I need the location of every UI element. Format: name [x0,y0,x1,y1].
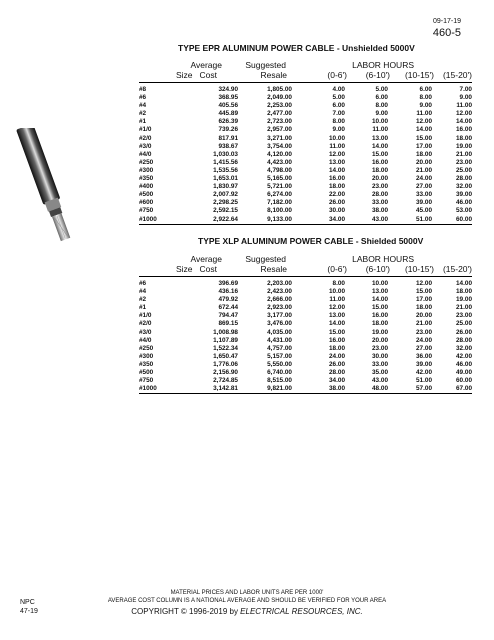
table-cell: 51.00 [416,215,432,223]
table-cell: 49.00 [456,369,472,377]
table-cell: 33.00 [372,360,388,368]
table-cell: 1,107.89 [213,336,238,344]
table-cell: 20.00 [416,158,432,166]
table-cell: 2,203.00 [267,280,292,287]
cell-size: #2 [139,296,147,304]
cell-size: #750 [139,377,154,385]
cell-size: #2 [139,110,147,118]
table-cell: 8.00 [332,118,345,126]
table-cell: 7.00 [459,86,472,93]
table-cell: 19.00 [456,296,472,304]
table-cell: 5,721.00 [267,183,292,191]
table-cell: 1,535.56 [213,166,238,174]
table-cell: 28.00 [456,175,472,183]
table-cell: 1,522.34 [213,344,238,352]
table-cell: 6,740.00 [267,369,292,377]
header-labor-hours: LABOR HOURS [352,254,414,264]
table-cell: 2,723.00 [267,118,292,126]
table-cell: 938.67 [218,142,238,150]
table-cell: 11.00 [416,110,432,118]
cell-size: #3/0 [139,142,152,150]
table-cell: 60.00 [456,377,472,385]
table-cell: 60.00 [456,215,472,223]
table-cell: 24.00 [416,175,432,183]
table-cell: 38.00 [329,385,345,393]
table-cell: 2,666.00 [267,296,292,304]
table-row [139,151,472,159]
header-hours-6-10: (6-10') [365,70,390,80]
npc-label: NPC [20,599,35,606]
header-resale: Resale [260,70,287,80]
table-cell: 51.00 [416,377,432,385]
cell-size: #2/0 [139,320,152,328]
table-cell: 15.00 [372,150,388,158]
table-cell: 3,754.00 [267,142,292,150]
table-row [139,102,472,110]
cell-size: #1000 [139,215,157,223]
table-cell: 16.00 [372,158,388,166]
footer-rule [139,393,472,394]
table-cell: 30.00 [329,207,345,215]
table-cell: 479.92 [218,296,238,304]
table-row [139,199,472,207]
header-hours-10-15: (10-15') [404,264,434,274]
table-cell: 16.00 [329,175,345,183]
table-cell: 5,165.00 [267,175,292,183]
table-cell: 5.00 [375,86,388,93]
table-cell: 24.00 [416,336,432,344]
header-hours-15-20: (15-20') [442,70,472,80]
table-cell: 20.00 [372,175,388,183]
table-cell: 28.00 [456,336,472,344]
table-cell: 16.00 [372,312,388,320]
table-cell: 6.00 [332,102,345,110]
table-cell: 324.90 [218,86,238,93]
header-suggested: Suggested [245,254,286,264]
table-cell: 22.00 [329,191,345,199]
table-body [139,83,472,224]
table-cell: 39.00 [416,360,432,368]
table-cell: 3,271.00 [267,134,292,142]
table-cell: 39.00 [456,191,472,199]
table-row [139,86,472,94]
table-cell: 42.00 [416,369,432,377]
section-title-xlp: TYPE XLP ALUMINUM POWER CABLE - Shielded 5000V [198,236,424,246]
table-cell: 9.00 [459,94,472,102]
table-cell: 18.00 [456,134,472,142]
table-cell: 18.00 [329,344,345,352]
table-cell: 12.00 [416,280,432,287]
table-cell: 405.56 [218,102,238,110]
table-row [139,110,472,118]
table-cell: 4.00 [332,86,345,93]
table-cell: 10.00 [329,288,345,296]
cell-size: #8 [139,86,147,93]
table-cell: 23.00 [456,158,472,166]
table-cell: 15.00 [372,304,388,312]
table-cell: 14.00 [456,280,472,287]
page-label-left [20,598,38,616]
cell-size: #250 [139,158,154,166]
cell-size: #500 [139,191,154,199]
table-cell: 46.00 [456,199,472,207]
table-cell: 1,653.01 [213,175,238,183]
table-cell: 26.00 [329,199,345,207]
table-cell: 39.00 [416,199,432,207]
table-cell: 3,476.00 [267,320,292,328]
table-row [139,385,472,393]
cell-size: #3/0 [139,328,152,336]
cell-size: #1/0 [139,312,152,320]
table-row [139,337,472,345]
cell-size: #300 [139,352,154,360]
table-cell: 11.00 [329,296,345,304]
table-cell: 739.26 [218,126,238,134]
copyright-prefix: COPYRIGHT © 1996-2019 by [131,607,241,616]
table-cell: 12.00 [456,110,472,118]
table-row [139,143,472,151]
header-size: Size [176,70,193,80]
table-cell: 10.00 [372,280,388,287]
table-cell: 13.00 [372,288,388,296]
table-cell: 2,957.00 [267,126,292,134]
table-row [139,207,472,215]
table-cell: 43.00 [372,215,388,223]
table-row [139,126,472,134]
table-cell: 34.00 [329,215,345,223]
table-cell: 8.00 [375,102,388,110]
table-cell: 2,724.85 [213,377,238,385]
table-cell: 2,423.00 [267,288,292,296]
table-cell: 21.00 [456,304,472,312]
table-cell: 1,830.97 [213,183,238,191]
table-cell: 18.00 [329,183,345,191]
cell-size: #750 [139,207,154,215]
table-header [139,254,472,276]
table-cell: 13.00 [329,158,345,166]
table-cell: 9.00 [332,126,345,134]
header-average: Average [190,254,222,264]
table-cell: 2,156.90 [213,369,238,377]
table-cell: 12.00 [329,304,345,312]
table-cell: 15.00 [416,134,432,142]
table-cell: 4,431.00 [267,336,292,344]
table-cell: 16.00 [329,336,345,344]
table-cell: 33.00 [416,191,432,199]
copyright-company: ELECTRICAL RESOURCES, INC. [240,607,363,616]
table-cell: 25.00 [456,320,472,328]
table-cell: 32.00 [456,183,472,191]
table-row [139,369,472,377]
table-cell: 9.00 [419,102,432,110]
footer-note-average: AVERAGE COST COLUMN IS A NATIONAL AVERAGE AND SHOULD BE VERIFIED FOR YOUR AREA [107,598,387,604]
cell-size: #4/0 [139,150,152,158]
table-cell: 4,798.00 [267,166,292,174]
table-cell: 25.00 [456,166,472,174]
table-cell: 4,120.00 [267,150,292,158]
table-body [139,277,472,393]
table-cell: 57.00 [416,385,432,393]
table-cell: 16.00 [456,126,472,134]
table-row [139,345,472,353]
table-cell: 8,515.00 [267,377,292,385]
table-cell: 1,776.06 [213,360,238,368]
cell-size: #6 [139,94,147,102]
table-cell: 1,030.03 [213,150,238,158]
cell-size: #4 [139,102,147,110]
table-row [139,175,472,183]
table-cell: 8.00 [332,280,345,287]
table-cell: 436.16 [218,288,238,296]
header-labor-hours: LABOR HOURS [352,60,414,70]
header-cost: Cost [199,264,217,274]
table-cell: 14.00 [372,142,388,150]
table-row [139,191,472,199]
footer-rule [139,224,472,225]
table-cell: 2,253.00 [267,102,292,110]
table-cell: 3,142.81 [213,385,238,393]
table-cell: 34.00 [329,377,345,385]
table-cell: 27.00 [416,344,432,352]
table-cell: 11.00 [456,102,472,110]
table-cell: 817.91 [218,134,238,142]
table-cell: 21.00 [416,166,432,174]
table-cell: 9,133.00 [267,215,292,223]
table-epr [139,60,472,225]
header-hours-10-15: (10-15') [404,70,434,80]
table-cell: 36.00 [416,352,432,360]
table-row [139,329,472,337]
table-row [139,94,472,102]
header-cost: Cost [199,70,217,80]
table-header [139,60,472,82]
table-cell: 15.00 [329,328,345,336]
cell-size: #600 [139,199,154,207]
cell-size: #4 [139,288,147,296]
table-row [139,377,472,385]
table-cell: 11.00 [372,126,388,134]
cell-size: #6 [139,280,147,287]
table-cell: 5.00 [332,94,345,102]
table-cell: 6.00 [419,86,432,93]
table-cell: 18.00 [372,166,388,174]
table-cell: 626.39 [218,118,238,126]
table-cell: 30.00 [372,352,388,360]
table-cell: 5,550.00 [267,360,292,368]
header-suggested: Suggested [245,60,286,70]
table-cell: 2,007.92 [213,191,238,199]
table-cell: 53.00 [456,207,472,215]
table-cell: 6.00 [375,94,388,102]
header-resale: Resale [260,264,287,274]
table-cell: 672.44 [218,304,238,312]
table-cell: 368.95 [218,94,238,102]
table-cell: 48.00 [372,385,388,393]
cell-size: #250 [139,344,154,352]
header-average: Average [190,60,222,70]
table-cell: 35.00 [372,369,388,377]
table-cell: 2,922.64 [213,215,238,223]
table-cell: 10.00 [372,118,388,126]
table-row [139,288,472,296]
table-cell: 13.00 [372,134,388,142]
table-cell: 67.00 [456,385,472,393]
table-cell: 28.00 [329,369,345,377]
table-cell: 23.00 [372,344,388,352]
table-row [139,159,472,167]
table-cell: 23.00 [456,312,472,320]
table-row [139,312,472,320]
table-cell: 5,157.00 [267,352,292,360]
table-row [139,304,472,312]
table-cell: 12.00 [416,118,432,126]
table-cell: 396.69 [218,280,238,287]
table-cell: 20.00 [372,336,388,344]
table-cell: 43.00 [372,377,388,385]
table-cell: 2,592.15 [213,207,238,215]
table-cell: 4,035.00 [267,328,292,336]
table-row [139,280,472,288]
page-date: 09-17-19 [432,18,461,25]
table-cell: 1,008.98 [213,328,238,336]
table-cell: 794.47 [218,312,238,320]
table-cell: 1,805.00 [267,86,292,93]
table-cell: 2,298.25 [213,199,238,207]
table-row [139,296,472,304]
table-cell: 9,821.00 [267,385,292,393]
table-cell: 2,923.00 [267,304,292,312]
table-cell: 20.00 [416,312,432,320]
table-cell: 1,415.56 [213,158,238,166]
page-number: 460-5 [432,27,461,39]
table-row [139,135,472,143]
cable-illustration [14,128,84,248]
table-cell: 6,274.00 [267,191,292,199]
header-hours-0-6: (0-6') [327,264,347,274]
cell-size: #4/0 [139,336,152,344]
table-row [139,167,472,175]
table-cell: 7,182.00 [267,199,292,207]
table-cell: 21.00 [416,320,432,328]
table-cell: 27.00 [416,183,432,191]
table-cell: 26.00 [329,360,345,368]
section-title-epr: TYPE EPR ALUMINUM POWER CABLE - Unshielded 5000V [178,43,415,53]
cell-size: #350 [139,175,154,183]
table-cell: 14.00 [456,118,472,126]
table-row [139,216,472,224]
cell-size: #1000 [139,385,157,393]
table-cell: 24.00 [329,352,345,360]
table-cell: 15.00 [416,288,432,296]
table-cell: 4,423.00 [267,158,292,166]
cell-size: #2/0 [139,134,152,142]
cell-size: #350 [139,360,154,368]
table-cell: 19.00 [372,328,388,336]
table-cell: 869.15 [218,320,238,328]
table-cell: 38.00 [372,207,388,215]
table-cell: 21.00 [456,150,472,158]
table-cell: 9.00 [375,110,388,118]
table-cell: 7.00 [332,110,345,118]
cell-size: #1/0 [139,126,152,134]
table-cell: 23.00 [372,183,388,191]
table-cell: 18.00 [416,150,432,158]
header-size: Size [176,264,193,274]
header-hours-6-10: (6-10') [365,264,390,274]
cell-size: #1 [139,304,147,312]
table-cell: 26.00 [456,328,472,336]
table-cell: 19.00 [456,142,472,150]
table-xlp [139,254,472,394]
table-cell: 42.00 [456,352,472,360]
cell-size: #500 [139,369,154,377]
table-cell: 45.00 [416,207,432,215]
table-row [139,118,472,126]
table-cell: 11.00 [329,142,345,150]
table-cell: 18.00 [416,304,432,312]
table-cell: 17.00 [416,142,432,150]
table-cell: 28.00 [372,191,388,199]
table-cell: 4,757.00 [267,344,292,352]
page-number-left: 47-19 [20,608,38,615]
table-cell: 17.00 [416,296,432,304]
cell-size: #400 [139,183,154,191]
table-row [139,320,472,328]
header-hours-15-20: (15-20') [442,264,472,274]
footer-note-units: MATERIAL PRICES AND LABOR UNITS ARE PER 1000' [170,590,324,596]
table-cell: 3,177.00 [267,312,292,320]
table-row [139,361,472,369]
table-cell: 12.00 [329,150,345,158]
table-cell: 14.00 [329,166,345,174]
cell-size: #1 [139,118,147,126]
table-cell: 46.00 [456,360,472,368]
table-cell: 23.00 [416,328,432,336]
table-cell: 33.00 [372,199,388,207]
table-cell: 10.00 [329,134,345,142]
table-row [139,183,472,191]
table-cell: 2,049.00 [267,94,292,102]
table-cell: 2,477.00 [267,110,292,118]
header-hours-0-6: (0-6') [327,70,347,80]
table-cell: 18.00 [372,320,388,328]
table-cell: 8.00 [419,94,432,102]
table-cell: 18.00 [456,288,472,296]
table-cell: 14.00 [329,320,345,328]
table-cell: 32.00 [456,344,472,352]
footer-copyright [0,607,494,616]
table-cell: 14.00 [416,126,432,134]
table-cell: 14.00 [372,296,388,304]
table-row [139,353,472,361]
table-cell: 445.89 [218,110,238,118]
table-cell: 8,100.00 [267,207,292,215]
table-cell: 13.00 [329,312,345,320]
table-cell: 1,650.47 [213,352,238,360]
cell-size: #300 [139,166,154,174]
